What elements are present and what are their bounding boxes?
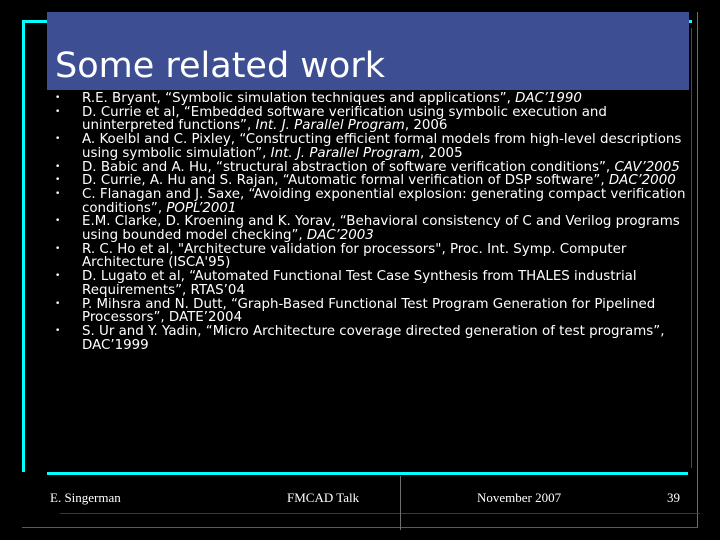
reference-year: , 2006 bbox=[404, 118, 448, 134]
page-number: 39 bbox=[667, 490, 680, 505]
bullet-dot-icon: • bbox=[55, 161, 61, 172]
footer-date: November 2007 bbox=[477, 490, 562, 505]
bullet-dot-icon: • bbox=[55, 216, 61, 227]
reference-item bbox=[52, 188, 692, 215]
reference-item bbox=[52, 243, 692, 270]
reference-item bbox=[52, 298, 692, 325]
frame-grey-bottom-inner bbox=[60, 513, 700, 514]
reference-venue: CAV’2005 bbox=[614, 159, 680, 175]
bullet-dot-icon: • bbox=[55, 243, 61, 254]
reference-text: E.M. Clarke, D. Kroening and K. Yorav, “Behavioral consistency of C and Verilog programs using bounded model checking”, bbox=[82, 214, 680, 244]
reference-item bbox=[52, 106, 692, 133]
bullet-dot-icon: • bbox=[55, 188, 61, 199]
bullet-dot-icon: • bbox=[55, 134, 61, 145]
reference-text: R.E. Bryant, “Symbolic simulation techniques and applications”, bbox=[82, 91, 516, 106]
bullet-dot-icon: • bbox=[55, 93, 61, 103]
reference-text: D. Currie, A. Hu and S. Rajan, “Automatic formal verification of DSP software”, bbox=[82, 173, 609, 189]
reference-venue: Int. J. Parallel Program bbox=[270, 145, 420, 161]
reference-item bbox=[52, 133, 692, 160]
reference-item bbox=[52, 92, 692, 106]
reference-venue: DAC’2003 bbox=[306, 228, 374, 244]
reference-item bbox=[52, 161, 692, 175]
bullet-dot-icon: • bbox=[55, 325, 61, 336]
bullet-dot-icon: • bbox=[55, 298, 61, 309]
reference-venue: POPL’2001 bbox=[166, 200, 237, 216]
reference-text: D. Currie et al, “Embedded software verification using symbolic execution and uninterpreted functions”, bbox=[82, 104, 607, 134]
footer-divider bbox=[47, 472, 688, 475]
reference-text: C. Flanagan and J. Saxe, “Avoiding exponential explosion: generating compact verification conditions”, bbox=[82, 186, 686, 216]
bullet-dot-icon: • bbox=[55, 271, 61, 282]
reference-venue: DAC’2000 bbox=[608, 173, 676, 189]
reference-year: , 2005 bbox=[420, 145, 463, 161]
frame-grey-right-outer bbox=[697, 12, 698, 527]
reference-item bbox=[52, 215, 692, 242]
reference-item bbox=[52, 325, 692, 352]
frame-grey-bottom bbox=[22, 527, 698, 528]
bullet-dot-icon: • bbox=[55, 175, 61, 186]
footer-author: E. Singerman bbox=[50, 490, 121, 505]
frame-cyan-left bbox=[22, 20, 25, 472]
reference-text: D. Babic and A. Hu, “structural abstraction of software verification conditions”, bbox=[82, 159, 615, 175]
reference-text: D. Lugato et al, “Automated Functional Test Case Synthesis from THALES industrial Requirements”, RTAS’04 bbox=[82, 269, 637, 298]
reference-item bbox=[52, 174, 692, 188]
reference-list bbox=[52, 92, 692, 352]
slide-title: Some related work bbox=[55, 46, 386, 86]
reference-text: S. Ur and Y. Yadin, “Micro Architecture coverage directed generation of test programs”, DAC’1999 bbox=[82, 323, 665, 353]
reference-venue: DAC’1990 bbox=[515, 91, 582, 106]
frame-grey-divider bbox=[400, 476, 401, 530]
reference-item bbox=[52, 270, 692, 297]
reference-text: P. Mihsra and N. Dutt, “Graph-Based Functional Test Program Generation for Pipelined Processors”, DATE’2004 bbox=[82, 296, 656, 326]
reference-text: A. Koelbl and C. Pixley, “Constructing efficient formal models from high-level descriptions using symbolic simulation”, bbox=[82, 132, 682, 161]
reference-text: R. C. Ho et al, "Architecture validation for processors", Proc. Int. Symp. Computer Architecture (ISCA'95) bbox=[82, 241, 627, 271]
bullet-dot-icon: • bbox=[55, 106, 61, 117]
footer-event: FMCAD Talk bbox=[287, 490, 360, 505]
reference-venue: Int. J. Parallel Program bbox=[255, 118, 405, 134]
